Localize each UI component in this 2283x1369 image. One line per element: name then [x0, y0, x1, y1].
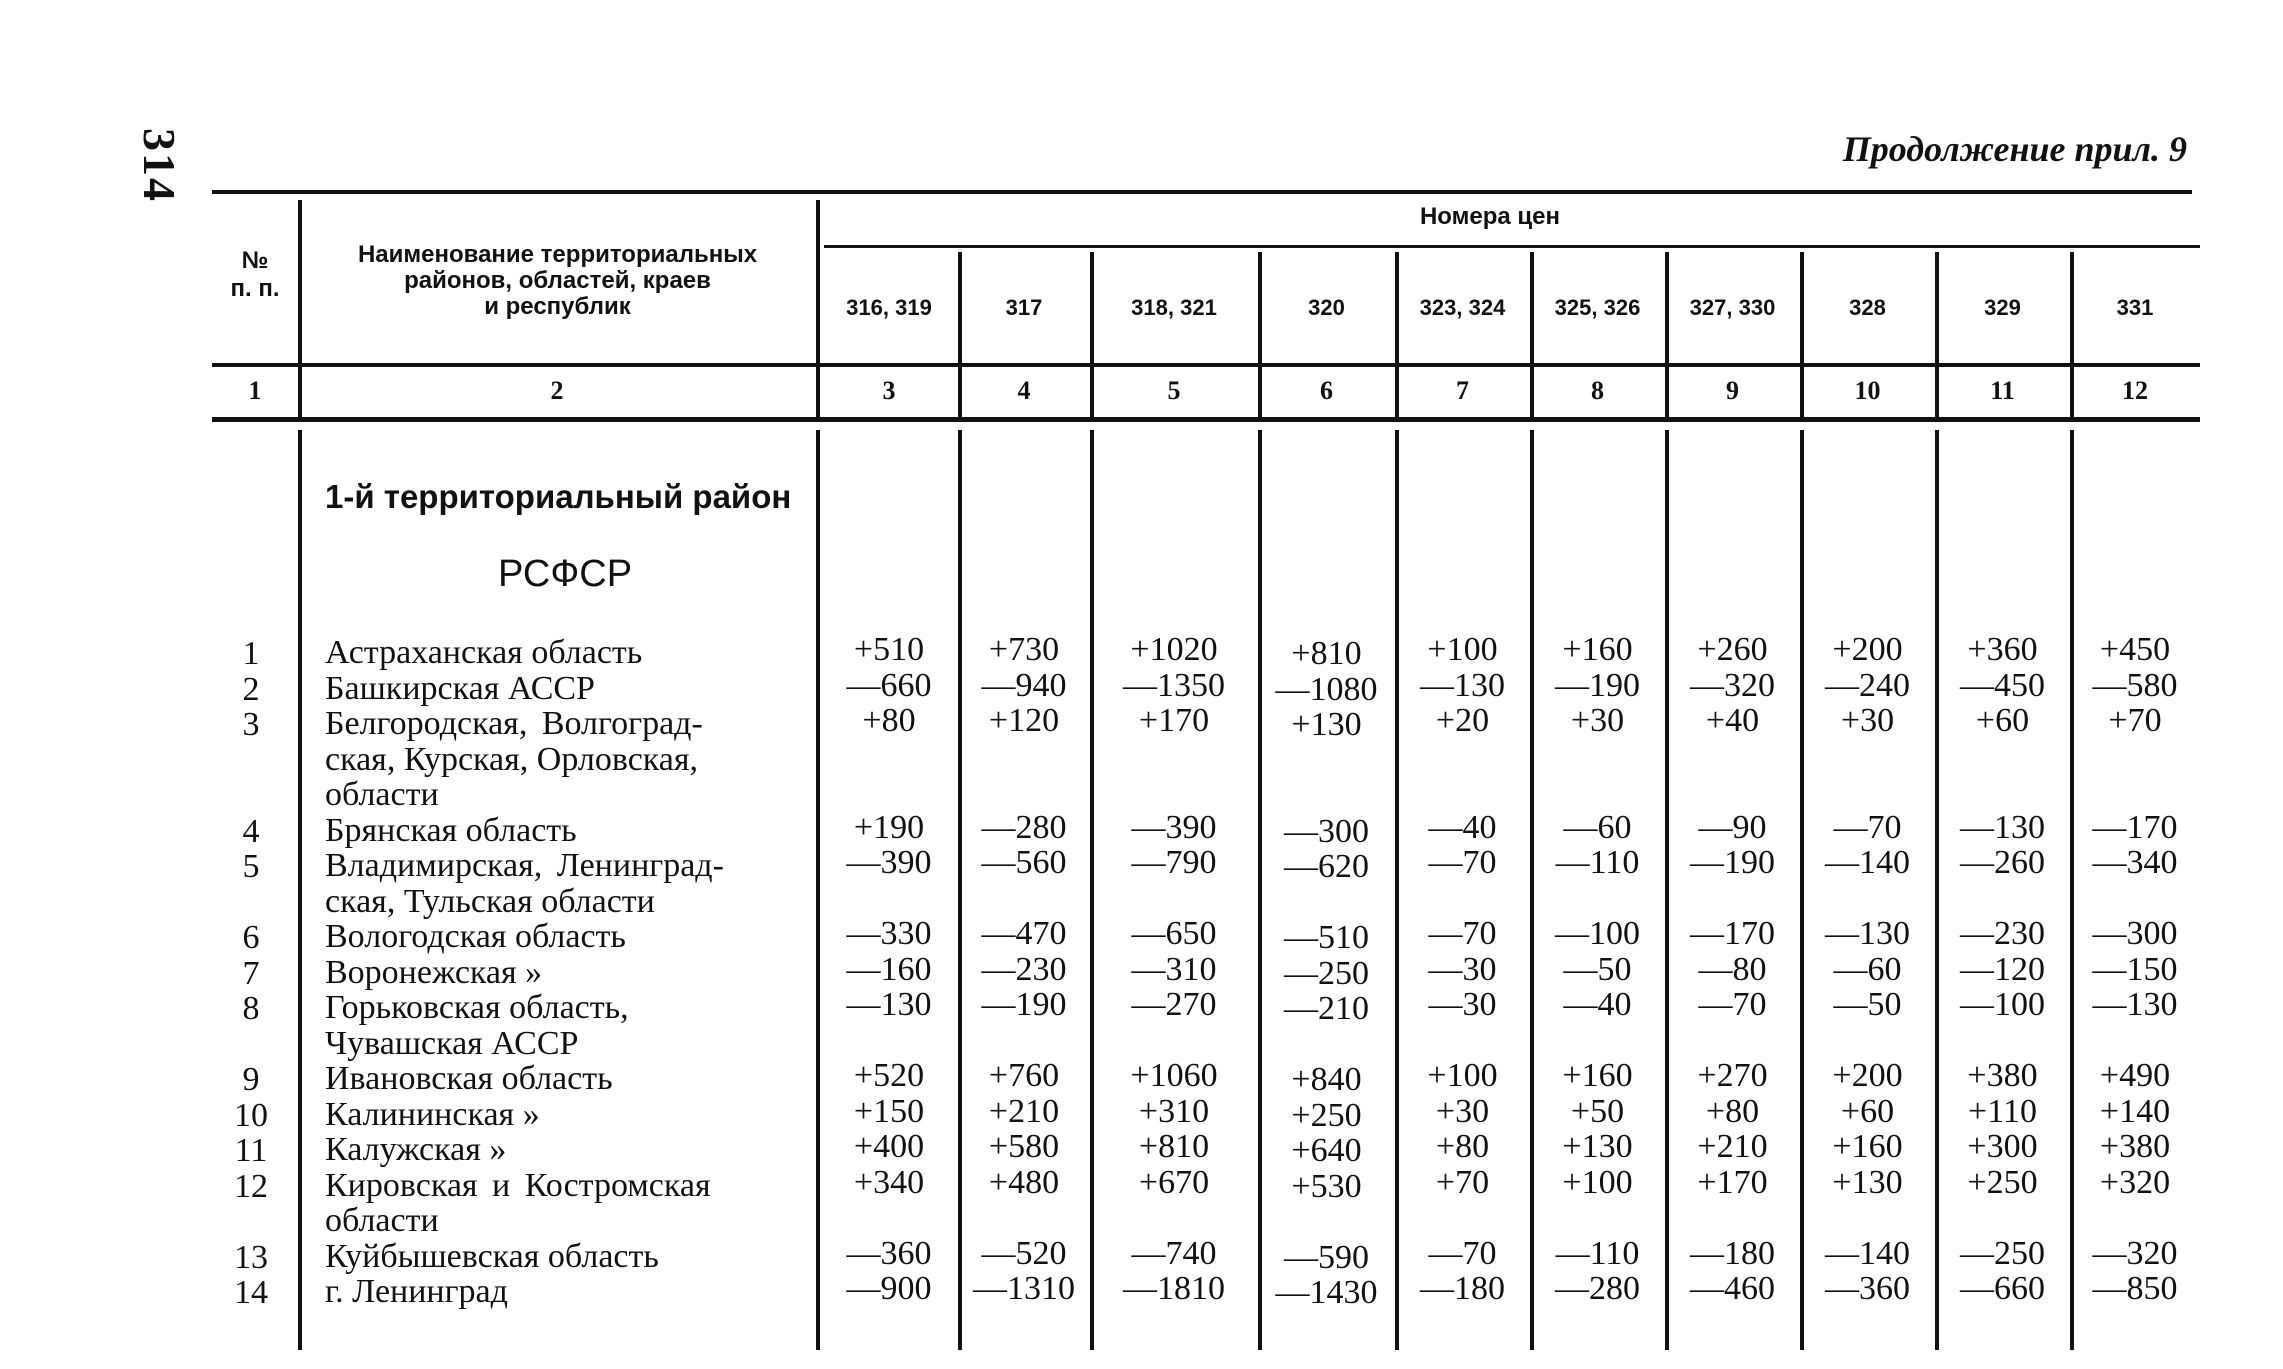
body-divider-col	[1090, 430, 1094, 1350]
column-number: 5	[1167, 376, 1181, 405]
region-name: Вологодская область	[325, 918, 626, 955]
header-divider-col	[1258, 252, 1262, 418]
region-name: Кировская и Костромская	[325, 1166, 711, 1204]
column-number: 1	[248, 376, 262, 405]
header-divider-num	[298, 200, 302, 418]
header-divider-col	[2070, 252, 2074, 418]
value-cell: —390	[846, 844, 932, 881]
value-cell: —560	[981, 844, 1067, 881]
region-name: ская, Тульская области	[325, 882, 655, 920]
value-cell: —120	[1960, 950, 2045, 988]
column-number: 10	[1854, 376, 1881, 405]
value-cell: +510	[853, 631, 925, 668]
value-cell: —150	[2092, 950, 2178, 988]
value-cell: —320	[1690, 666, 1775, 704]
price-column-header: 317	[1005, 295, 1043, 320]
region-name: Владимирская, Ленинград-	[325, 847, 724, 884]
region-name: Астраханская область	[325, 634, 643, 671]
row-number: 7	[242, 954, 260, 992]
region-name: Брянская область	[325, 811, 577, 849]
value-cell: —60	[1563, 808, 1632, 846]
column-number: 4	[1017, 376, 1031, 405]
region-name: области	[325, 1202, 439, 1239]
row-number: 1	[242, 635, 260, 672]
row-number: 8	[242, 990, 260, 1027]
row-number: 9	[242, 1061, 260, 1098]
value-cell: —110	[1555, 844, 1640, 881]
region-name: Калужская »	[325, 1131, 507, 1168]
region-name: Башкирская АССР	[325, 669, 595, 707]
value-cell: —620	[1284, 848, 1369, 885]
value-cell: +150	[853, 1092, 925, 1130]
value-cell: +1060	[1130, 1057, 1218, 1094]
value-cell: +170	[1138, 702, 1210, 739]
value-cell: +60	[1975, 702, 2030, 739]
value-cell: —170	[2092, 808, 2178, 846]
value-cell: —140	[1825, 844, 1910, 881]
header-divider-col	[1800, 252, 1804, 418]
value-cell: +340	[853, 1163, 925, 1201]
name-header-line1: Наименование территориальных	[357, 241, 758, 268]
price-column-header: 318, 321	[1131, 295, 1217, 320]
price-column-header: 316, 319	[846, 295, 932, 320]
value-cell: —580	[2092, 666, 2178, 704]
value-cell: +270	[1697, 1057, 1768, 1094]
column-number: 8	[1591, 376, 1604, 405]
value-cell: —100	[1555, 915, 1640, 952]
value-cell: +170	[1697, 1163, 1768, 1201]
value-cell: —50	[1833, 986, 1902, 1023]
value-cell: —30	[1428, 950, 1497, 988]
value-cell: +100	[1427, 631, 1498, 668]
region-name: Горьковская область,	[325, 989, 629, 1026]
value-cell: —50	[1563, 950, 1632, 988]
column-number: 2	[550, 376, 564, 405]
value-cell: —70	[1833, 808, 1902, 846]
num-header-sub: п. п.	[230, 275, 280, 302]
value-cell: —1430	[1275, 1274, 1378, 1311]
value-cell: +30	[1435, 1092, 1490, 1130]
value-cell: +30	[1840, 702, 1895, 739]
value-cell: —850	[2092, 1270, 2178, 1307]
value-cell: +120	[988, 702, 1060, 739]
row-number: 3	[242, 706, 260, 743]
value-cell: +80	[1435, 1128, 1490, 1165]
value-cell: —40	[1428, 808, 1497, 846]
value-cell: —1310	[973, 1270, 1075, 1307]
prices-header: Номера цен	[1419, 203, 1561, 230]
value-cell: —280	[981, 808, 1067, 846]
price-column-header: 323, 324	[1419, 295, 1506, 320]
value-cell: +580	[988, 1128, 1060, 1165]
body-divider-col	[1258, 430, 1262, 1350]
value-cell: —250	[1960, 1234, 2045, 1272]
value-cell: +80	[862, 702, 916, 739]
row-number: 13	[234, 1238, 268, 1276]
value-cell: —310	[1131, 950, 1217, 988]
body-divider-col	[1800, 430, 1804, 1350]
value-cell: +160	[1562, 631, 1633, 668]
value-cell: +70	[2108, 702, 2162, 739]
value-cell: +530	[1291, 1167, 1362, 1205]
value-cell: +160	[1832, 1128, 1903, 1165]
value-cell: +640	[1291, 1132, 1362, 1169]
value-cell: +810	[1291, 635, 1362, 672]
value-cell: —230	[1960, 915, 2045, 952]
num-header: №	[241, 247, 269, 274]
value-cell: —100	[1960, 986, 2045, 1023]
name-header-line3: и республик	[484, 293, 631, 320]
row-number: 2	[242, 670, 260, 708]
region-name: области	[325, 776, 439, 813]
value-cell: —180	[1690, 1234, 1775, 1272]
value-cell: +260	[1697, 631, 1768, 668]
value-cell: +300	[1967, 1128, 2038, 1165]
price-column-header: 331	[2116, 295, 2154, 320]
body-divider-col	[1395, 430, 1399, 1350]
price-column-header: 329	[1984, 295, 2021, 320]
region-name: Белгородская, Волгоград-	[325, 705, 703, 742]
value-cell: —130	[1420, 666, 1505, 704]
value-cell: —80	[1698, 950, 1767, 988]
region-name: г. Ленинград	[325, 1273, 508, 1310]
value-cell: —900	[846, 1270, 932, 1307]
header-divider-col	[1395, 252, 1399, 418]
value-cell: —130	[2092, 986, 2178, 1023]
value-cell: —360	[1825, 1270, 1910, 1307]
value-cell: —790	[1131, 844, 1217, 881]
value-cell: +380	[2099, 1128, 2171, 1165]
value-cell: +130	[1562, 1128, 1633, 1165]
value-cell: —940	[981, 666, 1067, 704]
body-divider-col	[958, 430, 962, 1350]
value-cell: +210	[988, 1092, 1060, 1130]
value-cell: +480	[988, 1163, 1060, 1201]
row-number: 14	[234, 1274, 268, 1311]
value-cell: —190	[1690, 844, 1775, 881]
value-cell: —130	[1825, 915, 1910, 952]
value-cell: —320	[2092, 1234, 2178, 1272]
value-cell: —190	[981, 986, 1067, 1023]
value-cell: —40	[1563, 986, 1632, 1023]
name-header-line2: районов, областей, краев	[404, 267, 711, 294]
value-cell: +320	[2099, 1163, 2171, 1201]
body-divider-col	[1530, 430, 1534, 1350]
value-cell: —130	[1960, 808, 2045, 846]
value-cell: —280	[1555, 1270, 1640, 1307]
value-cell: +490	[2099, 1057, 2171, 1094]
region-name: Ивановская область	[325, 1060, 613, 1097]
value-cell: +380	[1967, 1057, 2038, 1094]
value-cell: +810	[1138, 1128, 1210, 1165]
body-divider-name	[816, 430, 820, 1350]
value-cell: —520	[981, 1234, 1067, 1272]
value-cell: +200	[1832, 631, 1903, 668]
region-name: Калининская »	[325, 1095, 540, 1133]
column-number: 6	[1320, 376, 1333, 405]
value-cell: —1080	[1275, 670, 1378, 708]
column-number: 11	[1990, 376, 2015, 405]
value-cell: +100	[1427, 1057, 1498, 1094]
value-cell: —230	[981, 950, 1067, 988]
value-cell: +250	[1967, 1163, 2038, 1201]
value-cell: +140	[2099, 1092, 2171, 1130]
column-number: 12	[2122, 376, 2148, 405]
value-cell: —450	[1960, 666, 2045, 704]
value-cell: —260	[1960, 844, 2045, 881]
row-number: 4	[242, 812, 260, 850]
value-cell: —1350	[1123, 666, 1225, 704]
value-cell: —390	[1131, 808, 1217, 846]
value-cell: —180	[1420, 1270, 1505, 1307]
value-cell: —300	[1284, 812, 1369, 850]
row-number: 11	[234, 1132, 268, 1169]
value-cell: +130	[1832, 1163, 1903, 1201]
price-column-header: 325, 326	[1554, 295, 1641, 320]
prices-header-rule	[824, 245, 2200, 248]
republic-title: РСФСР	[498, 553, 633, 595]
value-cell: —30	[1428, 986, 1497, 1023]
value-cell: +100	[1562, 1163, 1633, 1201]
region-name: Чувашская АССР	[325, 1024, 579, 1062]
body-divider-col	[1665, 430, 1669, 1350]
value-cell: +20	[1435, 702, 1490, 739]
value-cell: —660	[1960, 1270, 2045, 1307]
region-name: ская, Курская, Орловская,	[325, 740, 699, 778]
value-cell: —90	[1698, 808, 1767, 846]
header-bottom-rule	[212, 363, 2200, 367]
value-cell: +50	[1570, 1092, 1625, 1130]
value-cell: +360	[1967, 631, 2038, 668]
value-cell: +450	[2099, 631, 2171, 668]
column-numbers-rule	[212, 417, 2200, 422]
value-cell: —330	[846, 915, 932, 952]
section-title: 1-й территориальный район	[325, 478, 792, 515]
value-cell: +70	[1435, 1163, 1490, 1201]
value-cell: +30	[1570, 702, 1625, 739]
body-divider-col	[1935, 430, 1939, 1350]
value-cell: +670	[1138, 1163, 1210, 1201]
header-divider-col	[1090, 252, 1094, 418]
value-cell: —140	[1825, 1234, 1910, 1272]
header-divider-col	[958, 252, 962, 418]
value-cell: —70	[1698, 986, 1767, 1023]
price-column-header: 327, 330	[1689, 295, 1776, 320]
continuation-label: Продолжение прил. 9	[1842, 129, 2187, 169]
value-cell: +160	[1562, 1057, 1633, 1094]
value-cell: +210	[1697, 1128, 1768, 1165]
value-cell: +1020	[1130, 631, 1218, 668]
value-cell: —250	[1284, 954, 1369, 992]
value-cell: —1810	[1123, 1270, 1225, 1307]
value-cell: +400	[853, 1128, 925, 1165]
value-cell: +250	[1291, 1096, 1362, 1134]
value-cell: +110	[1968, 1092, 2037, 1130]
value-cell: —70	[1428, 1234, 1497, 1272]
value-cell: +520	[853, 1057, 925, 1094]
value-cell: —460	[1690, 1270, 1775, 1307]
value-cell: —110	[1555, 1234, 1640, 1272]
column-number: 3	[882, 376, 896, 405]
price-column-header: 328	[1849, 295, 1886, 320]
value-cell: +190	[853, 808, 925, 846]
value-cell: —470	[981, 915, 1067, 952]
top-rule	[212, 190, 2192, 194]
value-cell: —170	[1690, 915, 1775, 952]
column-number: 9	[1726, 376, 1739, 405]
value-cell: —210	[1284, 990, 1369, 1027]
column-number: 7	[1456, 376, 1469, 405]
value-cell: —300	[2092, 915, 2178, 952]
value-cell: —510	[1284, 919, 1369, 956]
value-cell: +840	[1291, 1061, 1362, 1098]
value-cell: —160	[846, 950, 932, 988]
value-cell: +40	[1705, 702, 1760, 739]
value-cell: —70	[1428, 915, 1497, 952]
header-divider-col	[1530, 252, 1534, 418]
value-cell: —740	[1131, 1234, 1217, 1272]
region-name: Куйбышевская область	[325, 1237, 659, 1275]
value-cell: +200	[1832, 1057, 1903, 1094]
value-cell: +80	[1705, 1092, 1760, 1130]
row-number: 10	[234, 1096, 268, 1134]
body-divider-col	[2070, 430, 2074, 1350]
body-divider-num	[298, 430, 302, 1350]
value-cell: +730	[988, 631, 1060, 668]
value-cell: —70	[1428, 844, 1497, 881]
value-cell: —130	[846, 986, 932, 1023]
region-name: Воронежская »	[325, 953, 543, 991]
value-cell: —660	[846, 666, 932, 704]
row-number: 12	[234, 1167, 268, 1205]
value-cell: +60	[1840, 1092, 1895, 1130]
header-divider-col	[1935, 252, 1939, 418]
value-cell: —270	[1131, 986, 1217, 1023]
row-number: 6	[242, 919, 260, 956]
value-cell: —240	[1825, 666, 1910, 704]
page-number: 314	[134, 128, 185, 203]
value-cell: —340	[2092, 844, 2178, 881]
value-cell: —60	[1833, 950, 1902, 988]
value-cell: +130	[1291, 706, 1362, 743]
value-cell: —190	[1555, 666, 1640, 704]
header-divider-name	[816, 200, 820, 418]
value-cell: —590	[1284, 1238, 1369, 1276]
value-cell: —360	[846, 1234, 932, 1272]
header-divider-col	[1665, 252, 1669, 418]
value-cell: +760	[988, 1057, 1060, 1094]
value-cell: —650	[1131, 915, 1217, 952]
row-number: 5	[242, 848, 260, 885]
value-cell: +310	[1138, 1092, 1210, 1130]
price-column-header: 320	[1308, 295, 1345, 320]
